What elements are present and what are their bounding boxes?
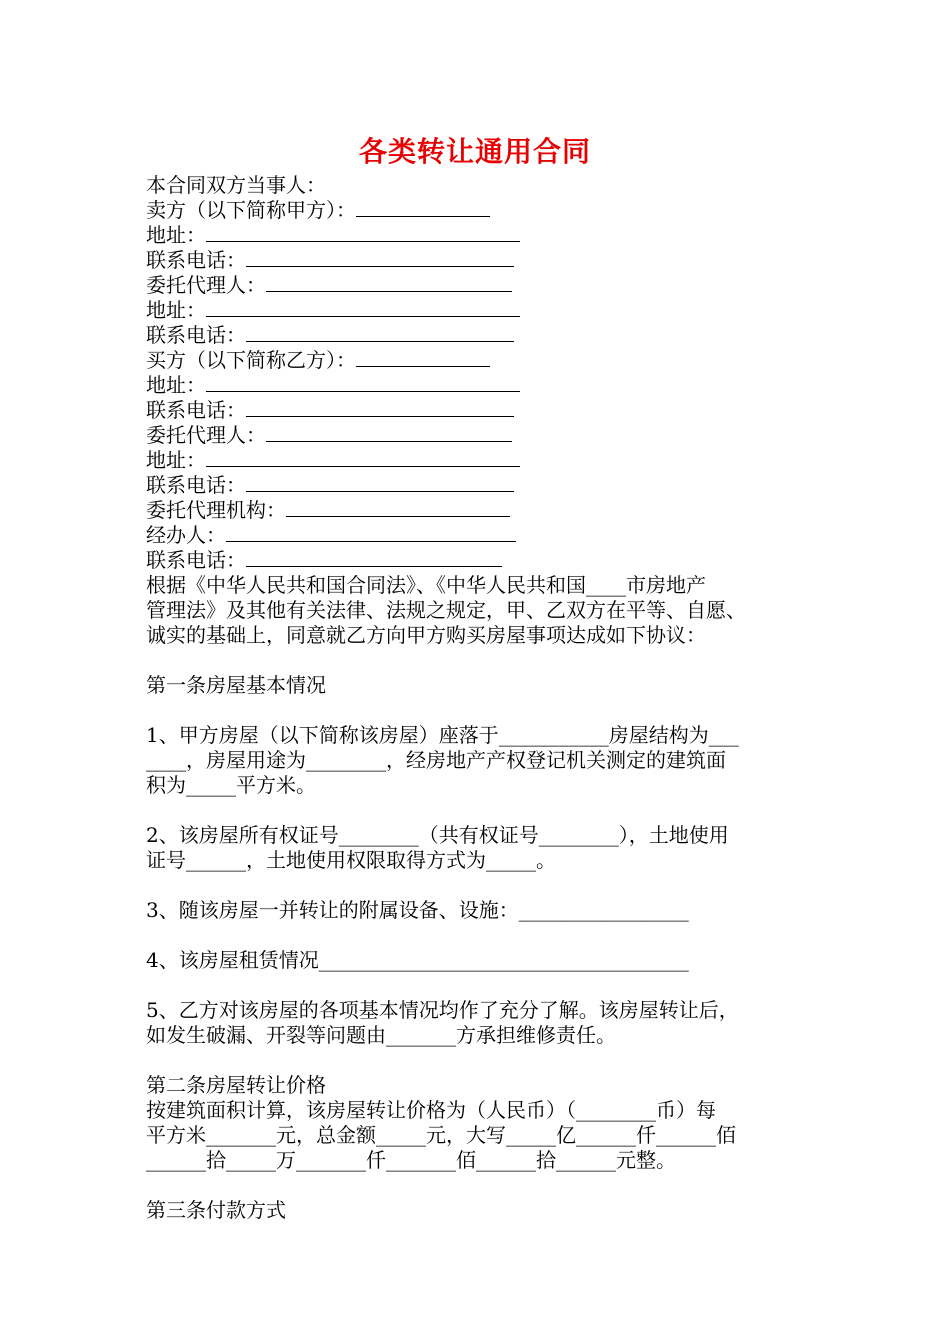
seller-phone-line [146, 248, 816, 273]
paragraph-gap [146, 923, 816, 948]
buyer-address-line [146, 373, 816, 398]
buyer-phone-blank [246, 398, 514, 417]
buyer-label: 买方（以下简称乙方）： [146, 348, 356, 372]
paragraph-gap [146, 1173, 816, 1198]
parties-intro: 本合同双方当事人： [146, 173, 326, 197]
handler-blank [226, 523, 516, 542]
handler-label: 经办人： [146, 523, 226, 547]
paragraph-gap [146, 1048, 816, 1073]
article2-heading: 第二条房屋转让价格 [146, 1073, 326, 1097]
article1-p2-line-2: 证号______，土地使用权限取得方式为_____。 [146, 848, 556, 872]
seller-address-blank [206, 223, 520, 242]
preamble-line-1: 根据《中华人民共和国合同法》、《中华人民共和国____市房地产 [146, 573, 706, 597]
buyer-address-blank [206, 373, 520, 392]
buyer-line [146, 348, 816, 373]
article1-p1-line-1: 1、甲方房屋（以下简称该房屋）座落于___________房屋结构为___ [146, 723, 739, 747]
article1-p5-line-2: 如发生破漏、开裂等问题由_______方承担维修责任。 [146, 1023, 616, 1047]
article2-line-1: 按建筑面积计算，该房屋转让价格为（人民币）（________币）每 [146, 1098, 716, 1122]
buyer-agent-phone-blank [246, 473, 514, 492]
seller-agent-address-line [146, 298, 816, 323]
article1-p3: 3、随该房屋一并转让的附属设备、设施：_________________ [146, 898, 689, 922]
buyer-agent-blank [266, 423, 512, 442]
agency-blank [286, 498, 510, 517]
seller-address-line [146, 223, 816, 248]
article1-p2-line-1: 2、该房屋所有权证号________（共有权证号________），土地使用 [146, 823, 729, 847]
document-body [146, 173, 816, 1223]
article1-heading: 第一条房屋基本情况 [146, 673, 326, 697]
seller-agent-address-label: 地址： [146, 298, 206, 322]
seller-agent-phone-label: 联系电话： [146, 323, 246, 347]
paragraph-gap [146, 648, 816, 673]
seller-label: 卖方（以下简称甲方）： [146, 198, 356, 222]
paragraph-gap [146, 973, 816, 998]
buyer-agent-phone-line [146, 473, 816, 498]
article1-p1-line-2: ____，房屋用途为________，经房地产产权登记机关测定的建筑面 [146, 748, 726, 772]
agency-line [146, 498, 816, 523]
seller-phone-blank [246, 248, 514, 267]
article2-line-2: 平方米_______元，总金额_____元，大写_____亿______仟______佰 [146, 1123, 736, 1147]
paragraph-gap [146, 873, 816, 898]
article1-p1-line-3: 积为_____平方米。 [146, 773, 316, 797]
buyer-agent-phone-label: 联系电话： [146, 473, 246, 497]
handler-phone-label: 联系电话： [146, 548, 246, 572]
seller-address-label: 地址： [146, 223, 206, 247]
seller-line [146, 198, 816, 223]
article1-p5-line-1: 5、乙方对该房屋的各项基本情况均作了充分了解。该房屋转让后， [146, 998, 739, 1022]
seller-agent-phone-line [146, 323, 816, 348]
preamble-line-2: 管理法》及其他有关法律、法规之规定，甲、乙双方在平等、自愿、 [146, 598, 746, 622]
buyer-agent-label: 委托代理人： [146, 423, 266, 447]
seller-blank [356, 198, 490, 217]
seller-agent-phone-blank [246, 323, 514, 342]
seller-agent-line [146, 273, 816, 298]
buyer-agent-line [146, 423, 816, 448]
paragraph-gap [146, 698, 816, 723]
handler-phone-line [146, 548, 816, 573]
handler-phone-blank [246, 548, 502, 567]
seller-phone-label: 联系电话： [146, 248, 246, 272]
seller-agent-address-blank [206, 298, 520, 317]
seller-agent-label: 委托代理人： [146, 273, 266, 297]
buyer-address-label: 地址： [146, 373, 206, 397]
article2-line-3: ______拾_____万_______仟_______佰______拾______元整。 [146, 1148, 676, 1172]
buyer-agent-address-line [146, 448, 816, 473]
handler-line [146, 523, 816, 548]
buyer-agent-address-blank [206, 448, 520, 467]
article1-p4: 4、该房屋租赁情况_____________________________________ [146, 948, 689, 972]
buyer-phone-label: 联系电话： [146, 398, 246, 422]
agency-label: 委托代理机构： [146, 498, 286, 522]
seller-agent-blank [266, 273, 512, 292]
document-title: 各类转让通用合同 [358, 135, 591, 168]
paragraph-gap [146, 798, 816, 823]
preamble-line-3: 诚实的基础上，同意就乙方向甲方购买房屋事项达成如下协议： [146, 623, 706, 647]
buyer-agent-address-label: 地址： [146, 448, 206, 472]
buyer-blank [356, 348, 490, 367]
article3-heading: 第三条付款方式 [146, 1198, 286, 1222]
buyer-phone-line [146, 398, 816, 423]
